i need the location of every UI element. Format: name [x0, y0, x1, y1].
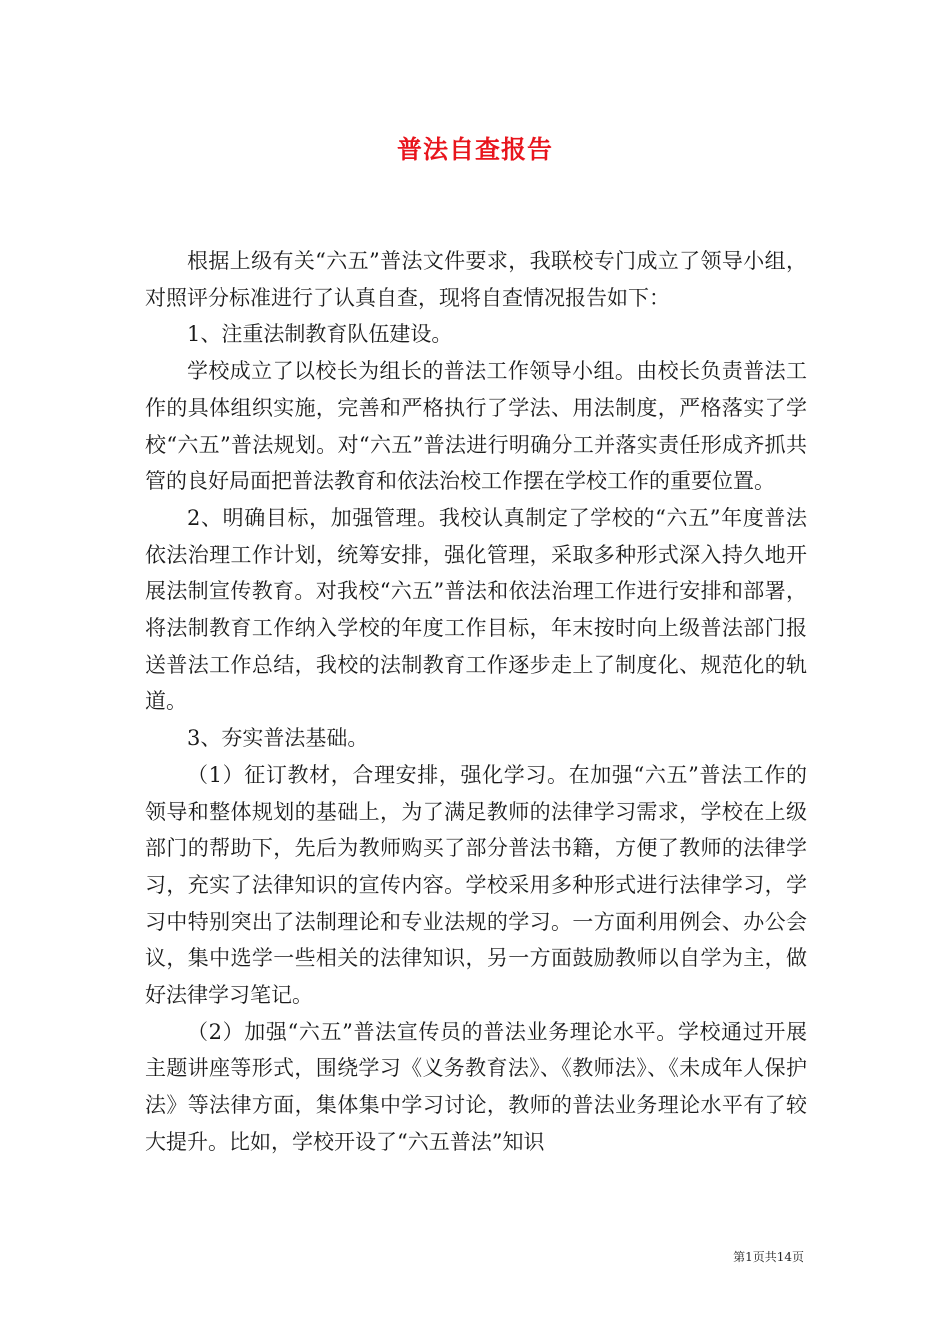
page-number: 第1页共14页	[733, 1250, 804, 1264]
paragraph-propaganda: （2）加强“六五”普法宣传员的普法业务理论水平。学校通过开展主题讲座等形式，围绕学习《义务教育法》、《教师法》、《未成年人保护法》等法律方面，集体集中学习讨论，教师的普法业务理论水平有了较大提升。比如，学校开设了“六五普法”知识	[145, 1019, 807, 1154]
paragraph-leadership: 学校成立了以校长为组长的普法工作领导小组。由校长负责普法工作的具体组织实施，完善和严格执行了学法、用法制度，严格落实了学校“六五”普法规划。对“六五”普法进行明确分工并落实责任形成齐抓共管的良好局面把普法教育和依法治校工作摆在学校工作的重要位置。	[145, 359, 807, 494]
paragraph-heading-3: 3、夯实普法基础。	[187, 726, 369, 751]
paragraph-intro: 根据上级有关“六五”普法文件要求，我联校专门成立了领导小组，对照评分标准进行了认真自查，现将自查情况报告如下：	[145, 249, 807, 310]
paragraph-goals: 2、明确目标，加强管理。我校认真制定了学校的“六五”年度普法依法治理工作计划，统筹安排，强化管理，采取多种形式深入持久地开展法制宣传教育。对我校“六五”普法和依法治理工作进行安排和部署，将法制教育工作纳入学校的年度工作目标，年末按时向上级普法部门报送普法工作总结，我校的法制教育工作逐步走上了制度化、规范化的轨道。	[145, 505, 807, 714]
paragraph-heading-1: 1、注重法制教育队伍建设。	[187, 322, 453, 347]
document-title: 普法自查报告	[396, 135, 553, 164]
document-body	[145, 243, 807, 1161]
paragraph-materials: （1）征订教材，合理安排，强化学习。在加强“六五”普法工作的领导和整体规划的基础上，为了满足教师的法律学习需求，学校在上级部门的帮助下，先后为教师购买了部分普法书籍，方便了教师的法律学习，充实了法律知识的宣传内容。学校采用多种形式进行法律学习，学习中特别突出了法制理论和专业法规的学习。一方面利用例会、办公会议，集中选学一些相关的法律知识，另一方面鼓励教师以自学为主，做好法律学习笔记。	[145, 762, 807, 1008]
